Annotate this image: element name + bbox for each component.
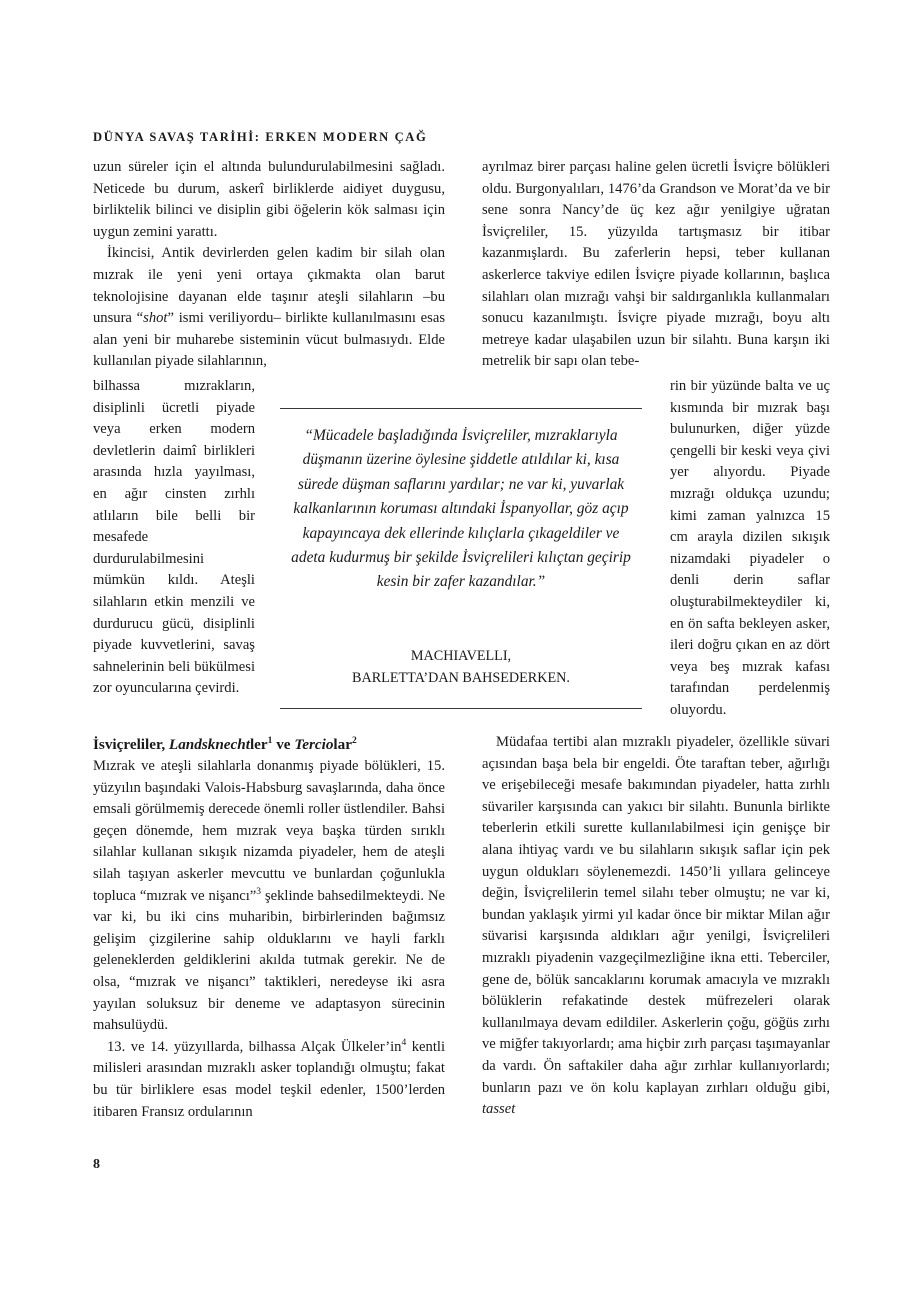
pull-quote-bottom-rule [280, 708, 642, 709]
right-column-bottom [482, 732, 830, 1121]
pull-quote-top-rule [280, 408, 642, 409]
paragraph: Müdafaa tertibi alan mızraklı piyadeler, özellikle süvari açısından başa bela bir engeldi. Öte taraftan teber, ağırlığı ve erişebileceği mesafe bakımından piyadeler, hatta zırhlı süvariler karşısında can yakıcı bir silahtı. Bununla birlikte teberlerin etkili surette kullanılabilmesi için genişçe bir alana ihtiyaç vardı ve bu silahların sıkışık saflar için pek uygun oldukları söylenemezdi. 1450’li yıllara gelinceye değin, İsviçrelilerin temel silahı teber olmuştu; ne var ki, bundan yaklaşık yirmi yıl kadar önce bir miktar Milan ağır süvarisi karşısında aldıkları ağır yenilgi, İsviçrelileri mızraklı piyadenin vazgeçilmezliğine ikna etti. Teberciler, gene de, bölük sancaklarını korumak amacıyla ve mızraklı bölüklerin refakatinde destek müfrezeleri olarak kullanılmaya devam edildiler. Askerlerin çoğu, göğüs zırhı ve miğfer takıyorlardı; ama hiçbir zırh parçası taşımayanlar da vardı. Ön saftakiler daha ağır zırhlar kullanıyorlardı; bunların pazı ve ön kolu kaplayan zırhları olduğu gibi, tasset [482, 734, 830, 1118]
right-wrap-column [670, 376, 830, 722]
quote-author: MACHIAVELLI, [410, 648, 512, 664]
left-column-bottom [93, 732, 445, 1123]
left-column-top [93, 157, 445, 373]
pull-quote: “Mücadele başladığında İsviçreliler, mızraklarıyla düşmanın üzerine öylesine şiddetle atıldılar ki, kısa sürede düşman saflarını yardılar; ne var ki, yuvarlak kalkanlarının koruması altındaki İspanyollar, göz açıp kapayıncaya dek ellerinde kılıçlarla çıkageldiler ve adeta kudurmuş bir şekilde İsviçrelileri kılıçtan geçirip kesin bir zafer kazandılar.” [291, 427, 631, 591]
paragraph: bilhassa mızrakların, disiplinli ücretli piyade veya erken modern devletlerin daimî birlikleri arasında hızla yayılması, en ağır cinsten zırhlı atlıların bile belli bir mesafede durdurulabilmesini mümkün kıldı. Ateşli silahların etkin menzili ve durdurucu gücü, disiplinli piyade kuvvetlerini, savaş sahnelerinin beli bükülmesi zor oyuncularına çevirdi. [93, 378, 255, 697]
footnote-ref: 4 [401, 1037, 407, 1048]
left-wrap-column [93, 376, 255, 700]
right-column-top [482, 157, 830, 373]
paragraph: rin bir yüzünde balta ve uç kısmında bir mızrak başı bulunurken, diğer yüzde çengelli bir keski veya çivi yer alıyordu. Piyade mızrağı oldukça uzundu; kimi zaman yalnızca 15 cm arayla dizilen sıkışık nizamdaki piyadeler o denli derin saflar oluşturabilmekteydiler ki, en ön safta bekleyen asker, ileri doğru çıkan en az dört veya beş mızrak kafası tarafından perdelenmiş oluyordu. [670, 378, 830, 718]
paragraph: ayrılmaz birer parçası haline gelen ücretli İsviçre bölükleri oldu. Burgonyalıları, 1476’da Grandson ve Morat’da ve bir sene sonra Nancy’de üç kez ağır yenilgiye uğratan İsviçreliler, 15. yüzyılda tartışmasız bir itibar kazanmışlardı. Bu zaferlerin hepsi, teber kullanan askerlerce takviye edilen İsviçre piyade kollarının, başlıca silahları olan mızrağı vahşi bir saldırganlıkla kullanmaları sonucu kazanılmıştı. İsviçre piyade mızrağı, boyu altı metreye kadar ulaşabilen uzun bir silahtı. Buna karşın iki metrelik bir sapı olan tebe- [482, 159, 830, 370]
italic-term: tasset [482, 1101, 516, 1118]
section-heading: İsviçreliler, Landsknechtler$^1$ ve Terciolar$^2$ [93, 735, 357, 753]
footnote-ref: 1 [267, 735, 273, 746]
running-head: DÜNYA SAVAŞ TARİHİ: ERKEN MODERN ÇAĞ [93, 130, 428, 144]
paragraph: uzun süreler için el altında bulundurulabilmesini sağladı. Neticede bu durum, askerî birliklerde aidiyet duygusu, birliktelik bilinci ve disiplin gibi öğelerin kök salması için uygun zemini yarattı. [93, 159, 445, 240]
paragraph: Mızrak ve ateşli silahlarla donanmış piyade bölükleri, 15. yüzyılın başındaki Valois-Habsburg savaşlarında, daha önce emsali görülmemiş derecede önemli roller üstlendiler. Bahsi geçen dönemde, hem mızrak veya başka türden sırıklı silahlar kullanan sıkışık nizamda piyadeler, hem de ateşli silah taşıyan askerler mevcuttu ve bunlardan çoğunlukla topluca “mızrak ve nişancı”$^3$ şeklinde bahsedilmekteydi. Ne var ki, bu iki cins muharibin, birbirlerinden bağımsız gelişim çizgilerine sahip olduklarını ve hayli farklı geleneklerden geldiklerini akılda tutmak gerekir. Ne de olsa, “mızrak ve nişancı” taktikleri, neredeyse iki asra yayılan soluksuz bir deneme ve adaptasyon sürecinin mahsulüydü. [93, 758, 446, 1034]
quote-context: BARLETTA’DAN BAHSEDERKEN. [352, 670, 570, 687]
footnote-ref: 2 [351, 735, 357, 746]
page-number: 8 [93, 1157, 100, 1172]
paragraph: 13. ve 14. yüzyıllarda, bilhassa Alçak $Ülkeler’in^4$ kentli milisleri arasından mızraklı asker toplandığı olmuştu; fakat bu tür birliklere esas model teşkil edenler, 1500’lerden itibaren Fransız ordularının [93, 1037, 445, 1120]
pull-quote-attribution [286, 645, 636, 690]
footnote-ref: 3 [256, 886, 262, 897]
italic-term: shot [143, 310, 168, 327]
paragraph: İkincisi, Antik devirlerden gelen kadim bir silah olan mızrak ile yeni yeni ortaya çıkmakta olan barut teknolojisine dayanan elde taşınır ateşli silahların –bu unsura “shot” ismi veriliyordu– birlikte kullanılmasını esas alan yeni bir muharebe sisteminin vücut bulmasıydı. Elde kullanılan piyade silahlarının, [93, 245, 445, 370]
